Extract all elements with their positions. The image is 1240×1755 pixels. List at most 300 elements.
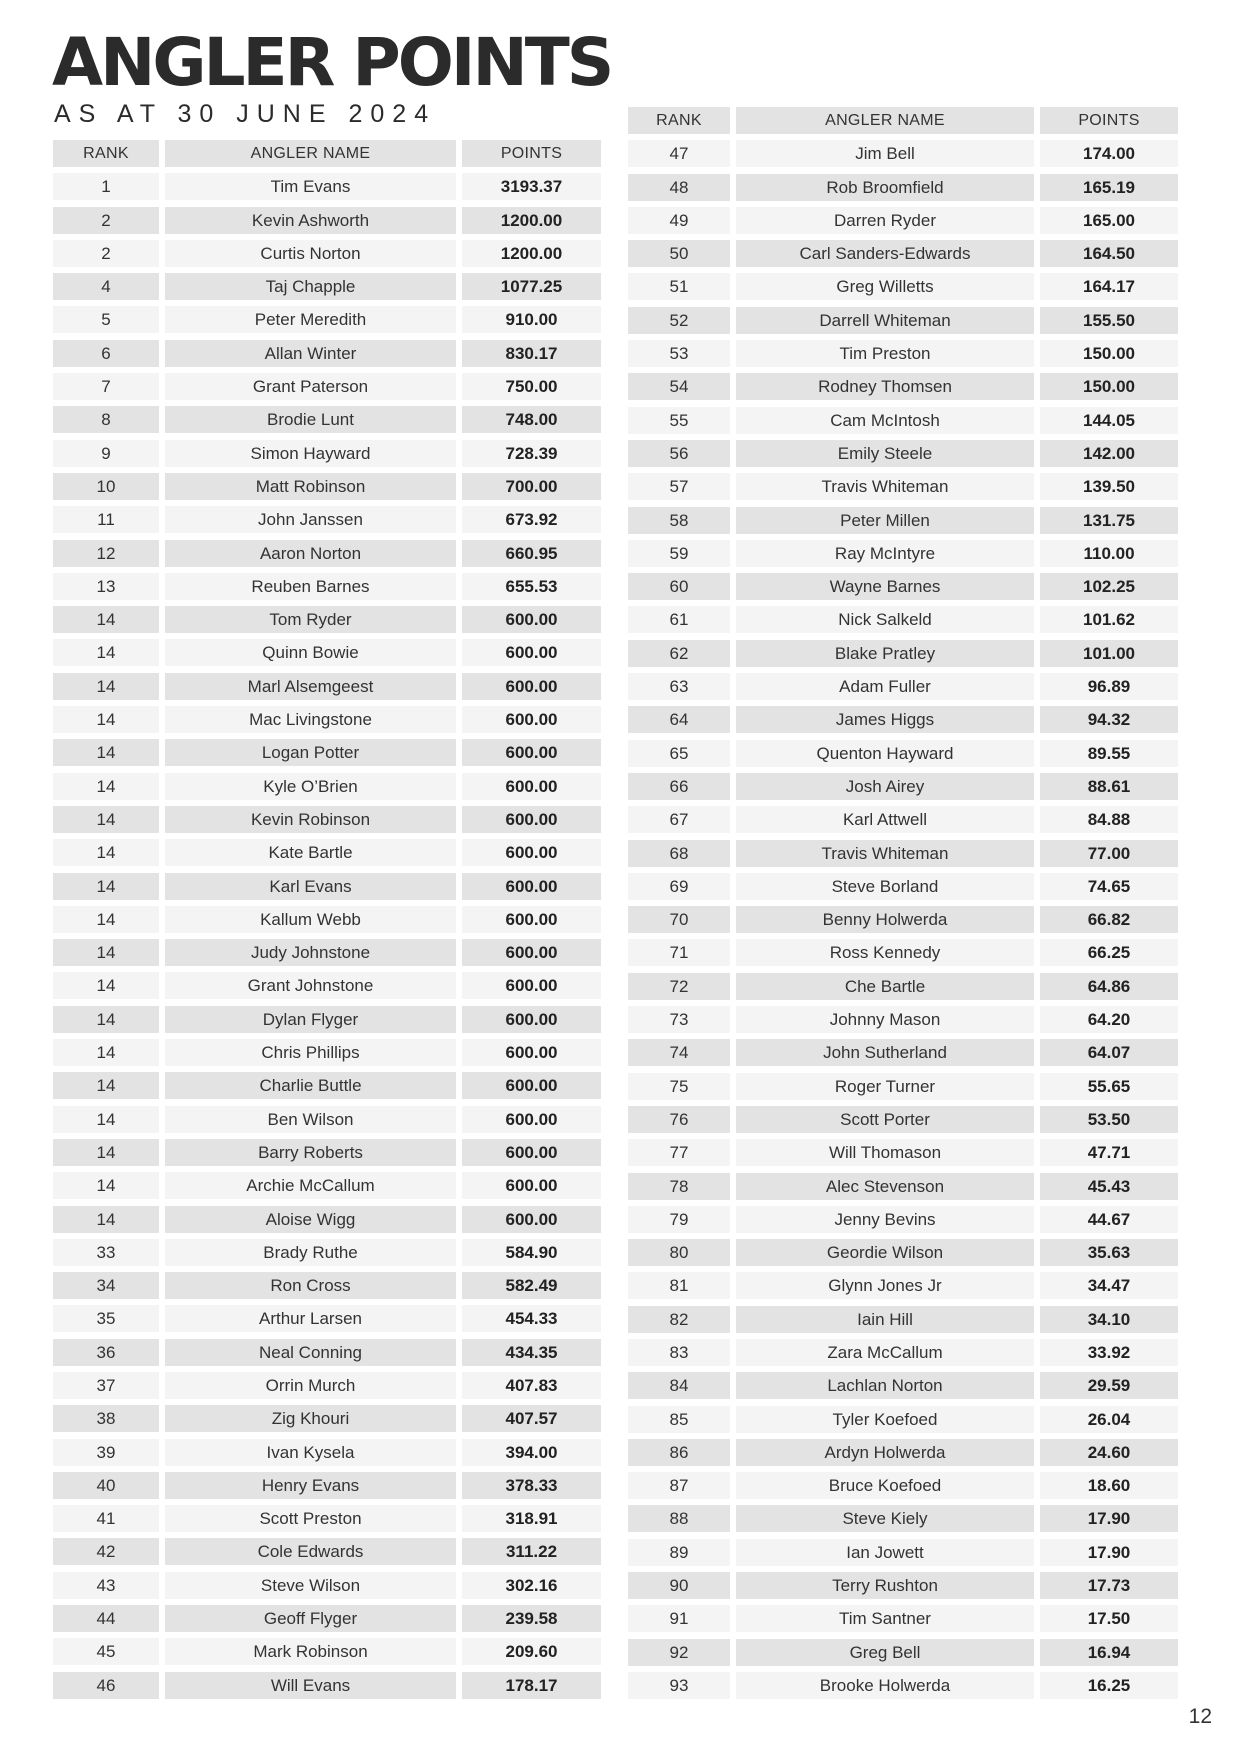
angler-name-cell: Steve Kiely bbox=[736, 1505, 1034, 1532]
angler-name-cell: Grant Johnstone bbox=[165, 972, 456, 999]
angler-name-cell: Brodie Lunt bbox=[165, 406, 456, 433]
points-cell: 434.35 bbox=[462, 1339, 601, 1366]
points-cell: 66.25 bbox=[1040, 939, 1178, 966]
angler-name-cell: Kevin Ashworth bbox=[165, 207, 456, 234]
rank-cell: 14 bbox=[53, 873, 159, 900]
angler-name-cell: John Sutherland bbox=[736, 1039, 1034, 1066]
angler-name-cell: Travis Whiteman bbox=[736, 840, 1034, 867]
points-cell: 142.00 bbox=[1040, 440, 1178, 467]
table-row bbox=[628, 939, 1178, 972]
points-cell: 74.65 bbox=[1040, 873, 1178, 900]
points-cell: 110.00 bbox=[1040, 540, 1178, 567]
rank-cell: 14 bbox=[53, 1139, 159, 1166]
angler-name-cell: Kallum Webb bbox=[165, 906, 456, 933]
rank-cell: 55 bbox=[628, 407, 730, 434]
rank-cell: 4 bbox=[53, 273, 159, 300]
header-points: POINTS bbox=[1040, 107, 1178, 134]
rank-cell: 14 bbox=[53, 673, 159, 700]
angler-name-cell: Steve Wilson bbox=[165, 1572, 456, 1599]
table-row bbox=[53, 406, 601, 439]
rank-cell: 14 bbox=[53, 1206, 159, 1233]
points-cell: 655.53 bbox=[462, 573, 601, 600]
table-row bbox=[628, 1539, 1178, 1572]
table-row bbox=[53, 1339, 601, 1372]
rankings-table-left bbox=[53, 140, 601, 1705]
angler-name-cell: Archie McCallum bbox=[165, 1172, 456, 1199]
table-row bbox=[53, 1439, 601, 1472]
table-row bbox=[628, 706, 1178, 739]
points-cell: 164.17 bbox=[1040, 273, 1178, 300]
angler-name-cell: Scott Porter bbox=[736, 1106, 1034, 1133]
angler-name-cell: Ivan Kysela bbox=[165, 1439, 456, 1466]
points-cell: 728.39 bbox=[462, 440, 601, 467]
rank-cell: 11 bbox=[53, 506, 159, 533]
table-row bbox=[628, 407, 1178, 440]
rank-cell: 45 bbox=[53, 1638, 159, 1665]
table-row bbox=[53, 1139, 601, 1172]
points-cell: 64.20 bbox=[1040, 1006, 1178, 1033]
points-cell: 45.43 bbox=[1040, 1173, 1178, 1200]
angler-name-cell: Quinn Bowie bbox=[165, 639, 456, 666]
table-row bbox=[53, 540, 601, 573]
angler-name-cell: Johnny Mason bbox=[736, 1006, 1034, 1033]
points-cell: 239.58 bbox=[462, 1605, 601, 1632]
table-row bbox=[628, 873, 1178, 906]
angler-name-cell: Emily Steele bbox=[736, 440, 1034, 467]
rank-cell: 56 bbox=[628, 440, 730, 467]
angler-name-cell: Darrell Whiteman bbox=[736, 307, 1034, 334]
rank-cell: 79 bbox=[628, 1206, 730, 1233]
angler-name-cell: Wayne Barnes bbox=[736, 573, 1034, 600]
table-row bbox=[628, 1006, 1178, 1039]
points-cell: 165.19 bbox=[1040, 174, 1178, 201]
points-cell: 77.00 bbox=[1040, 840, 1178, 867]
angler-name-cell: Scott Preston bbox=[165, 1505, 456, 1532]
table-row bbox=[53, 1072, 601, 1105]
angler-name-cell: Travis Whiteman bbox=[736, 473, 1034, 500]
rank-cell: 13 bbox=[53, 573, 159, 600]
points-cell: 18.60 bbox=[1040, 1472, 1178, 1499]
rank-cell: 67 bbox=[628, 806, 730, 833]
rank-cell: 77 bbox=[628, 1139, 730, 1166]
table-row bbox=[53, 606, 601, 639]
angler-name-cell: Che Bartle bbox=[736, 973, 1034, 1000]
points-cell: 209.60 bbox=[462, 1638, 601, 1665]
rank-cell: 33 bbox=[53, 1239, 159, 1266]
angler-name-cell: Logan Potter bbox=[165, 739, 456, 766]
table-row bbox=[53, 373, 601, 406]
table-row bbox=[53, 1239, 601, 1272]
table-row bbox=[628, 473, 1178, 506]
angler-name-cell: Rob Broomfield bbox=[736, 174, 1034, 201]
rank-cell: 52 bbox=[628, 307, 730, 334]
points-cell: 144.05 bbox=[1040, 407, 1178, 434]
angler-name-cell: Mark Robinson bbox=[165, 1638, 456, 1665]
rank-cell: 81 bbox=[628, 1272, 730, 1299]
angler-name-cell: Quenton Hayward bbox=[736, 740, 1034, 767]
table-row bbox=[53, 1572, 601, 1605]
table-row bbox=[628, 673, 1178, 706]
rank-cell: 14 bbox=[53, 1039, 159, 1066]
table-row bbox=[53, 839, 601, 872]
points-cell: 600.00 bbox=[462, 773, 601, 800]
angler-name-cell: Blake Pratley bbox=[736, 640, 1034, 667]
table-row bbox=[628, 806, 1178, 839]
table-row bbox=[53, 739, 601, 772]
points-cell: 600.00 bbox=[462, 673, 601, 700]
rank-cell: 64 bbox=[628, 706, 730, 733]
angler-name-cell: Cole Edwards bbox=[165, 1538, 456, 1565]
table-row bbox=[628, 1139, 1178, 1172]
points-cell: 88.61 bbox=[1040, 773, 1178, 800]
points-cell: 748.00 bbox=[462, 406, 601, 433]
angler-name-cell: Barry Roberts bbox=[165, 1139, 456, 1166]
points-cell: 407.83 bbox=[462, 1372, 601, 1399]
table-row bbox=[628, 140, 1178, 173]
angler-name-cell: Peter Millen bbox=[736, 507, 1034, 534]
rank-cell: 47 bbox=[628, 140, 730, 167]
table-row bbox=[628, 1306, 1178, 1339]
table-row bbox=[628, 1039, 1178, 1072]
angler-name-cell: John Janssen bbox=[165, 506, 456, 533]
points-cell: 26.04 bbox=[1040, 1406, 1178, 1433]
table-row bbox=[53, 773, 601, 806]
angler-name-cell: Orrin Murch bbox=[165, 1372, 456, 1399]
table-row bbox=[53, 473, 601, 506]
points-cell: 1200.00 bbox=[462, 240, 601, 267]
angler-name-cell: Henry Evans bbox=[165, 1472, 456, 1499]
rank-cell: 14 bbox=[53, 806, 159, 833]
points-cell: 17.90 bbox=[1040, 1539, 1178, 1566]
angler-name-cell: Reuben Barnes bbox=[165, 573, 456, 600]
points-cell: 150.00 bbox=[1040, 373, 1178, 400]
rank-cell: 73 bbox=[628, 1006, 730, 1033]
header-rank: RANK bbox=[628, 107, 730, 134]
angler-name-cell: Rodney Thomsen bbox=[736, 373, 1034, 400]
angler-name-cell: Charlie Buttle bbox=[165, 1072, 456, 1099]
points-cell: 673.92 bbox=[462, 506, 601, 533]
rank-cell: 49 bbox=[628, 207, 730, 234]
table-row bbox=[53, 207, 601, 240]
points-cell: 600.00 bbox=[462, 873, 601, 900]
rank-cell: 14 bbox=[53, 1106, 159, 1133]
angler-name-cell: Simon Hayward bbox=[165, 440, 456, 467]
rank-cell: 72 bbox=[628, 973, 730, 1000]
angler-name-cell: Zara McCallum bbox=[736, 1339, 1034, 1366]
points-cell: 64.07 bbox=[1040, 1039, 1178, 1066]
table-row bbox=[628, 174, 1178, 207]
points-cell: 660.95 bbox=[462, 540, 601, 567]
points-cell: 66.82 bbox=[1040, 906, 1178, 933]
points-cell: 53.50 bbox=[1040, 1106, 1178, 1133]
rank-cell: 66 bbox=[628, 773, 730, 800]
points-cell: 101.62 bbox=[1040, 606, 1178, 633]
rank-cell: 44 bbox=[53, 1605, 159, 1632]
angler-name-cell: Alec Stevenson bbox=[736, 1173, 1034, 1200]
rank-cell: 14 bbox=[53, 773, 159, 800]
rank-cell: 8 bbox=[53, 406, 159, 433]
table-row bbox=[53, 1472, 601, 1505]
points-cell: 600.00 bbox=[462, 1206, 601, 1233]
table-row bbox=[53, 1272, 601, 1305]
rank-cell: 71 bbox=[628, 939, 730, 966]
angler-name-cell: Curtis Norton bbox=[165, 240, 456, 267]
table-row bbox=[628, 1206, 1178, 1239]
table-row bbox=[628, 606, 1178, 639]
table-row bbox=[53, 639, 601, 672]
rank-cell: 38 bbox=[53, 1405, 159, 1432]
angler-name-cell: Roger Turner bbox=[736, 1073, 1034, 1100]
table-row bbox=[53, 1605, 601, 1638]
rank-cell: 14 bbox=[53, 639, 159, 666]
points-cell: 3193.37 bbox=[462, 173, 601, 200]
points-cell: 94.32 bbox=[1040, 706, 1178, 733]
rank-cell: 2 bbox=[53, 207, 159, 234]
rank-cell: 5 bbox=[53, 306, 159, 333]
rank-cell: 40 bbox=[53, 1472, 159, 1499]
table-header bbox=[53, 140, 601, 173]
table-row bbox=[628, 1439, 1178, 1472]
angler-name-cell: Mac Livingstone bbox=[165, 706, 456, 733]
points-cell: 174.00 bbox=[1040, 140, 1178, 167]
angler-name-cell: Aloise Wigg bbox=[165, 1206, 456, 1233]
table-row bbox=[628, 906, 1178, 939]
points-cell: 600.00 bbox=[462, 939, 601, 966]
rank-cell: 75 bbox=[628, 1073, 730, 1100]
rank-cell: 46 bbox=[53, 1672, 159, 1699]
angler-name-cell: Ross Kennedy bbox=[736, 939, 1034, 966]
table-row bbox=[53, 873, 601, 906]
rank-cell: 34 bbox=[53, 1272, 159, 1299]
table-row bbox=[53, 1006, 601, 1039]
table-row bbox=[628, 1272, 1178, 1305]
rank-cell: 39 bbox=[53, 1439, 159, 1466]
points-cell: 600.00 bbox=[462, 1106, 601, 1133]
angler-name-cell: Kate Bartle bbox=[165, 839, 456, 866]
angler-name-cell: Judy Johnstone bbox=[165, 939, 456, 966]
points-cell: 55.65 bbox=[1040, 1073, 1178, 1100]
table-row bbox=[628, 540, 1178, 573]
rank-cell: 12 bbox=[53, 540, 159, 567]
points-cell: 584.90 bbox=[462, 1239, 601, 1266]
table-row bbox=[53, 1372, 601, 1405]
points-cell: 600.00 bbox=[462, 1172, 601, 1199]
points-cell: 910.00 bbox=[462, 306, 601, 333]
table-row bbox=[53, 1106, 601, 1139]
rank-cell: 69 bbox=[628, 873, 730, 900]
table-row bbox=[628, 1639, 1178, 1672]
angler-name-cell: Karl Evans bbox=[165, 873, 456, 900]
table-row bbox=[53, 1638, 601, 1671]
angler-name-cell: Tim Evans bbox=[165, 173, 456, 200]
points-cell: 394.00 bbox=[462, 1439, 601, 1466]
points-cell: 17.90 bbox=[1040, 1505, 1178, 1532]
header-rank: RANK bbox=[53, 140, 159, 167]
table-row bbox=[628, 1605, 1178, 1638]
table-row bbox=[628, 1472, 1178, 1505]
rank-cell: 68 bbox=[628, 840, 730, 867]
table-row bbox=[53, 506, 601, 539]
points-cell: 1200.00 bbox=[462, 207, 601, 234]
rank-cell: 90 bbox=[628, 1572, 730, 1599]
table-row bbox=[628, 373, 1178, 406]
header-points: POINTS bbox=[462, 140, 601, 167]
angler-name-cell: Arthur Larsen bbox=[165, 1305, 456, 1332]
angler-name-cell: Jim Bell bbox=[736, 140, 1034, 167]
rank-cell: 50 bbox=[628, 240, 730, 267]
angler-name-cell: Chris Phillips bbox=[165, 1039, 456, 1066]
points-cell: 178.17 bbox=[462, 1672, 601, 1699]
header-angler-name: ANGLER NAME bbox=[165, 140, 456, 167]
points-cell: 33.92 bbox=[1040, 1339, 1178, 1366]
table-row bbox=[53, 240, 601, 273]
table-row bbox=[53, 1039, 601, 1072]
angler-name-cell: Aaron Norton bbox=[165, 540, 456, 567]
angler-name-cell: Iain Hill bbox=[736, 1306, 1034, 1333]
rank-cell: 35 bbox=[53, 1305, 159, 1332]
points-cell: 131.75 bbox=[1040, 507, 1178, 534]
points-cell: 600.00 bbox=[462, 606, 601, 633]
points-cell: 750.00 bbox=[462, 373, 601, 400]
rank-cell: 37 bbox=[53, 1372, 159, 1399]
table-row bbox=[628, 440, 1178, 473]
rank-cell: 2 bbox=[53, 240, 159, 267]
rank-cell: 58 bbox=[628, 507, 730, 534]
points-cell: 155.50 bbox=[1040, 307, 1178, 334]
rank-cell: 83 bbox=[628, 1339, 730, 1366]
angler-name-cell: Will Evans bbox=[165, 1672, 456, 1699]
rank-cell: 82 bbox=[628, 1306, 730, 1333]
rank-cell: 14 bbox=[53, 1072, 159, 1099]
points-cell: 17.50 bbox=[1040, 1605, 1178, 1632]
table-row bbox=[628, 573, 1178, 606]
table-row bbox=[53, 673, 601, 706]
points-cell: 600.00 bbox=[462, 706, 601, 733]
table-row bbox=[53, 1505, 601, 1538]
angler-name-cell: Brady Ruthe bbox=[165, 1239, 456, 1266]
angler-name-cell: Cam McIntosh bbox=[736, 407, 1034, 434]
angler-name-cell: Marl Alsemgeest bbox=[165, 673, 456, 700]
points-cell: 302.16 bbox=[462, 1572, 601, 1599]
points-cell: 102.25 bbox=[1040, 573, 1178, 600]
points-cell: 101.00 bbox=[1040, 640, 1178, 667]
rank-cell: 14 bbox=[53, 839, 159, 866]
table-row bbox=[53, 273, 601, 306]
table-row bbox=[628, 340, 1178, 373]
rank-cell: 6 bbox=[53, 340, 159, 367]
rank-cell: 87 bbox=[628, 1472, 730, 1499]
table-row bbox=[53, 906, 601, 939]
rank-cell: 10 bbox=[53, 473, 159, 500]
rank-cell: 92 bbox=[628, 1639, 730, 1666]
rank-cell: 59 bbox=[628, 540, 730, 567]
table-row bbox=[53, 706, 601, 739]
angler-name-cell: Allan Winter bbox=[165, 340, 456, 367]
angler-name-cell: Tom Ryder bbox=[165, 606, 456, 633]
rankings-table-right bbox=[628, 107, 1178, 1705]
table-row bbox=[628, 240, 1178, 273]
rank-cell: 7 bbox=[53, 373, 159, 400]
points-cell: 84.88 bbox=[1040, 806, 1178, 833]
angler-name-cell: Steve Borland bbox=[736, 873, 1034, 900]
angler-name-cell: Glynn Jones Jr bbox=[736, 1272, 1034, 1299]
angler-name-cell: Ian Jowett bbox=[736, 1539, 1034, 1566]
points-cell: 96.89 bbox=[1040, 673, 1178, 700]
angler-name-cell: Kyle O’Brien bbox=[165, 773, 456, 800]
table-row bbox=[53, 573, 601, 606]
angler-name-cell: Geoff Flyger bbox=[165, 1605, 456, 1632]
points-cell: 16.25 bbox=[1040, 1672, 1178, 1699]
points-cell: 600.00 bbox=[462, 1006, 601, 1033]
rank-cell: 14 bbox=[53, 939, 159, 966]
points-cell: 600.00 bbox=[462, 839, 601, 866]
table-row bbox=[628, 1572, 1178, 1605]
rank-cell: 42 bbox=[53, 1538, 159, 1565]
rank-cell: 14 bbox=[53, 606, 159, 633]
angler-name-cell: Jenny Bevins bbox=[736, 1206, 1034, 1233]
angler-name-cell: Tim Preston bbox=[736, 340, 1034, 367]
points-cell: 164.50 bbox=[1040, 240, 1178, 267]
rank-cell: 88 bbox=[628, 1505, 730, 1532]
points-cell: 150.00 bbox=[1040, 340, 1178, 367]
points-cell: 600.00 bbox=[462, 639, 601, 666]
table-row bbox=[53, 806, 601, 839]
rank-cell: 14 bbox=[53, 706, 159, 733]
table-row bbox=[628, 973, 1178, 1006]
points-cell: 582.49 bbox=[462, 1272, 601, 1299]
angler-name-cell: Brooke Holwerda bbox=[736, 1672, 1034, 1699]
table-row bbox=[628, 1239, 1178, 1272]
points-cell: 17.73 bbox=[1040, 1572, 1178, 1599]
table-row bbox=[628, 1406, 1178, 1439]
angler-name-cell: Grant Paterson bbox=[165, 373, 456, 400]
table-row bbox=[53, 173, 601, 206]
points-cell: 34.10 bbox=[1040, 1306, 1178, 1333]
points-cell: 600.00 bbox=[462, 906, 601, 933]
table-row bbox=[628, 1173, 1178, 1206]
table-row bbox=[628, 840, 1178, 873]
table-row bbox=[628, 773, 1178, 806]
rank-cell: 54 bbox=[628, 373, 730, 400]
angler-name-cell: Neal Conning bbox=[165, 1339, 456, 1366]
rank-cell: 14 bbox=[53, 1172, 159, 1199]
rank-cell: 89 bbox=[628, 1539, 730, 1566]
angler-name-cell: Greg Willetts bbox=[736, 273, 1034, 300]
angler-name-cell: Taj Chapple bbox=[165, 273, 456, 300]
points-cell: 378.33 bbox=[462, 1472, 601, 1499]
points-cell: 600.00 bbox=[462, 1072, 601, 1099]
angler-name-cell: Peter Meredith bbox=[165, 306, 456, 333]
angler-name-cell: Zig Khouri bbox=[165, 1405, 456, 1432]
points-cell: 318.91 bbox=[462, 1505, 601, 1532]
page-title: ANGLER POINTS bbox=[52, 24, 612, 101]
table-row bbox=[53, 972, 601, 1005]
rank-cell: 41 bbox=[53, 1505, 159, 1532]
angler-name-cell: Tyler Koefoed bbox=[736, 1406, 1034, 1433]
table-row bbox=[628, 1372, 1178, 1405]
rank-cell: 80 bbox=[628, 1239, 730, 1266]
angler-name-cell: Karl Attwell bbox=[736, 806, 1034, 833]
angler-name-cell: Geordie Wilson bbox=[736, 1239, 1034, 1266]
points-cell: 600.00 bbox=[462, 1139, 601, 1166]
rank-cell: 57 bbox=[628, 473, 730, 500]
rank-cell: 74 bbox=[628, 1039, 730, 1066]
points-cell: 600.00 bbox=[462, 1039, 601, 1066]
rank-cell: 14 bbox=[53, 906, 159, 933]
table-row bbox=[628, 207, 1178, 240]
rank-cell: 60 bbox=[628, 573, 730, 600]
angler-name-cell: Kevin Robinson bbox=[165, 806, 456, 833]
